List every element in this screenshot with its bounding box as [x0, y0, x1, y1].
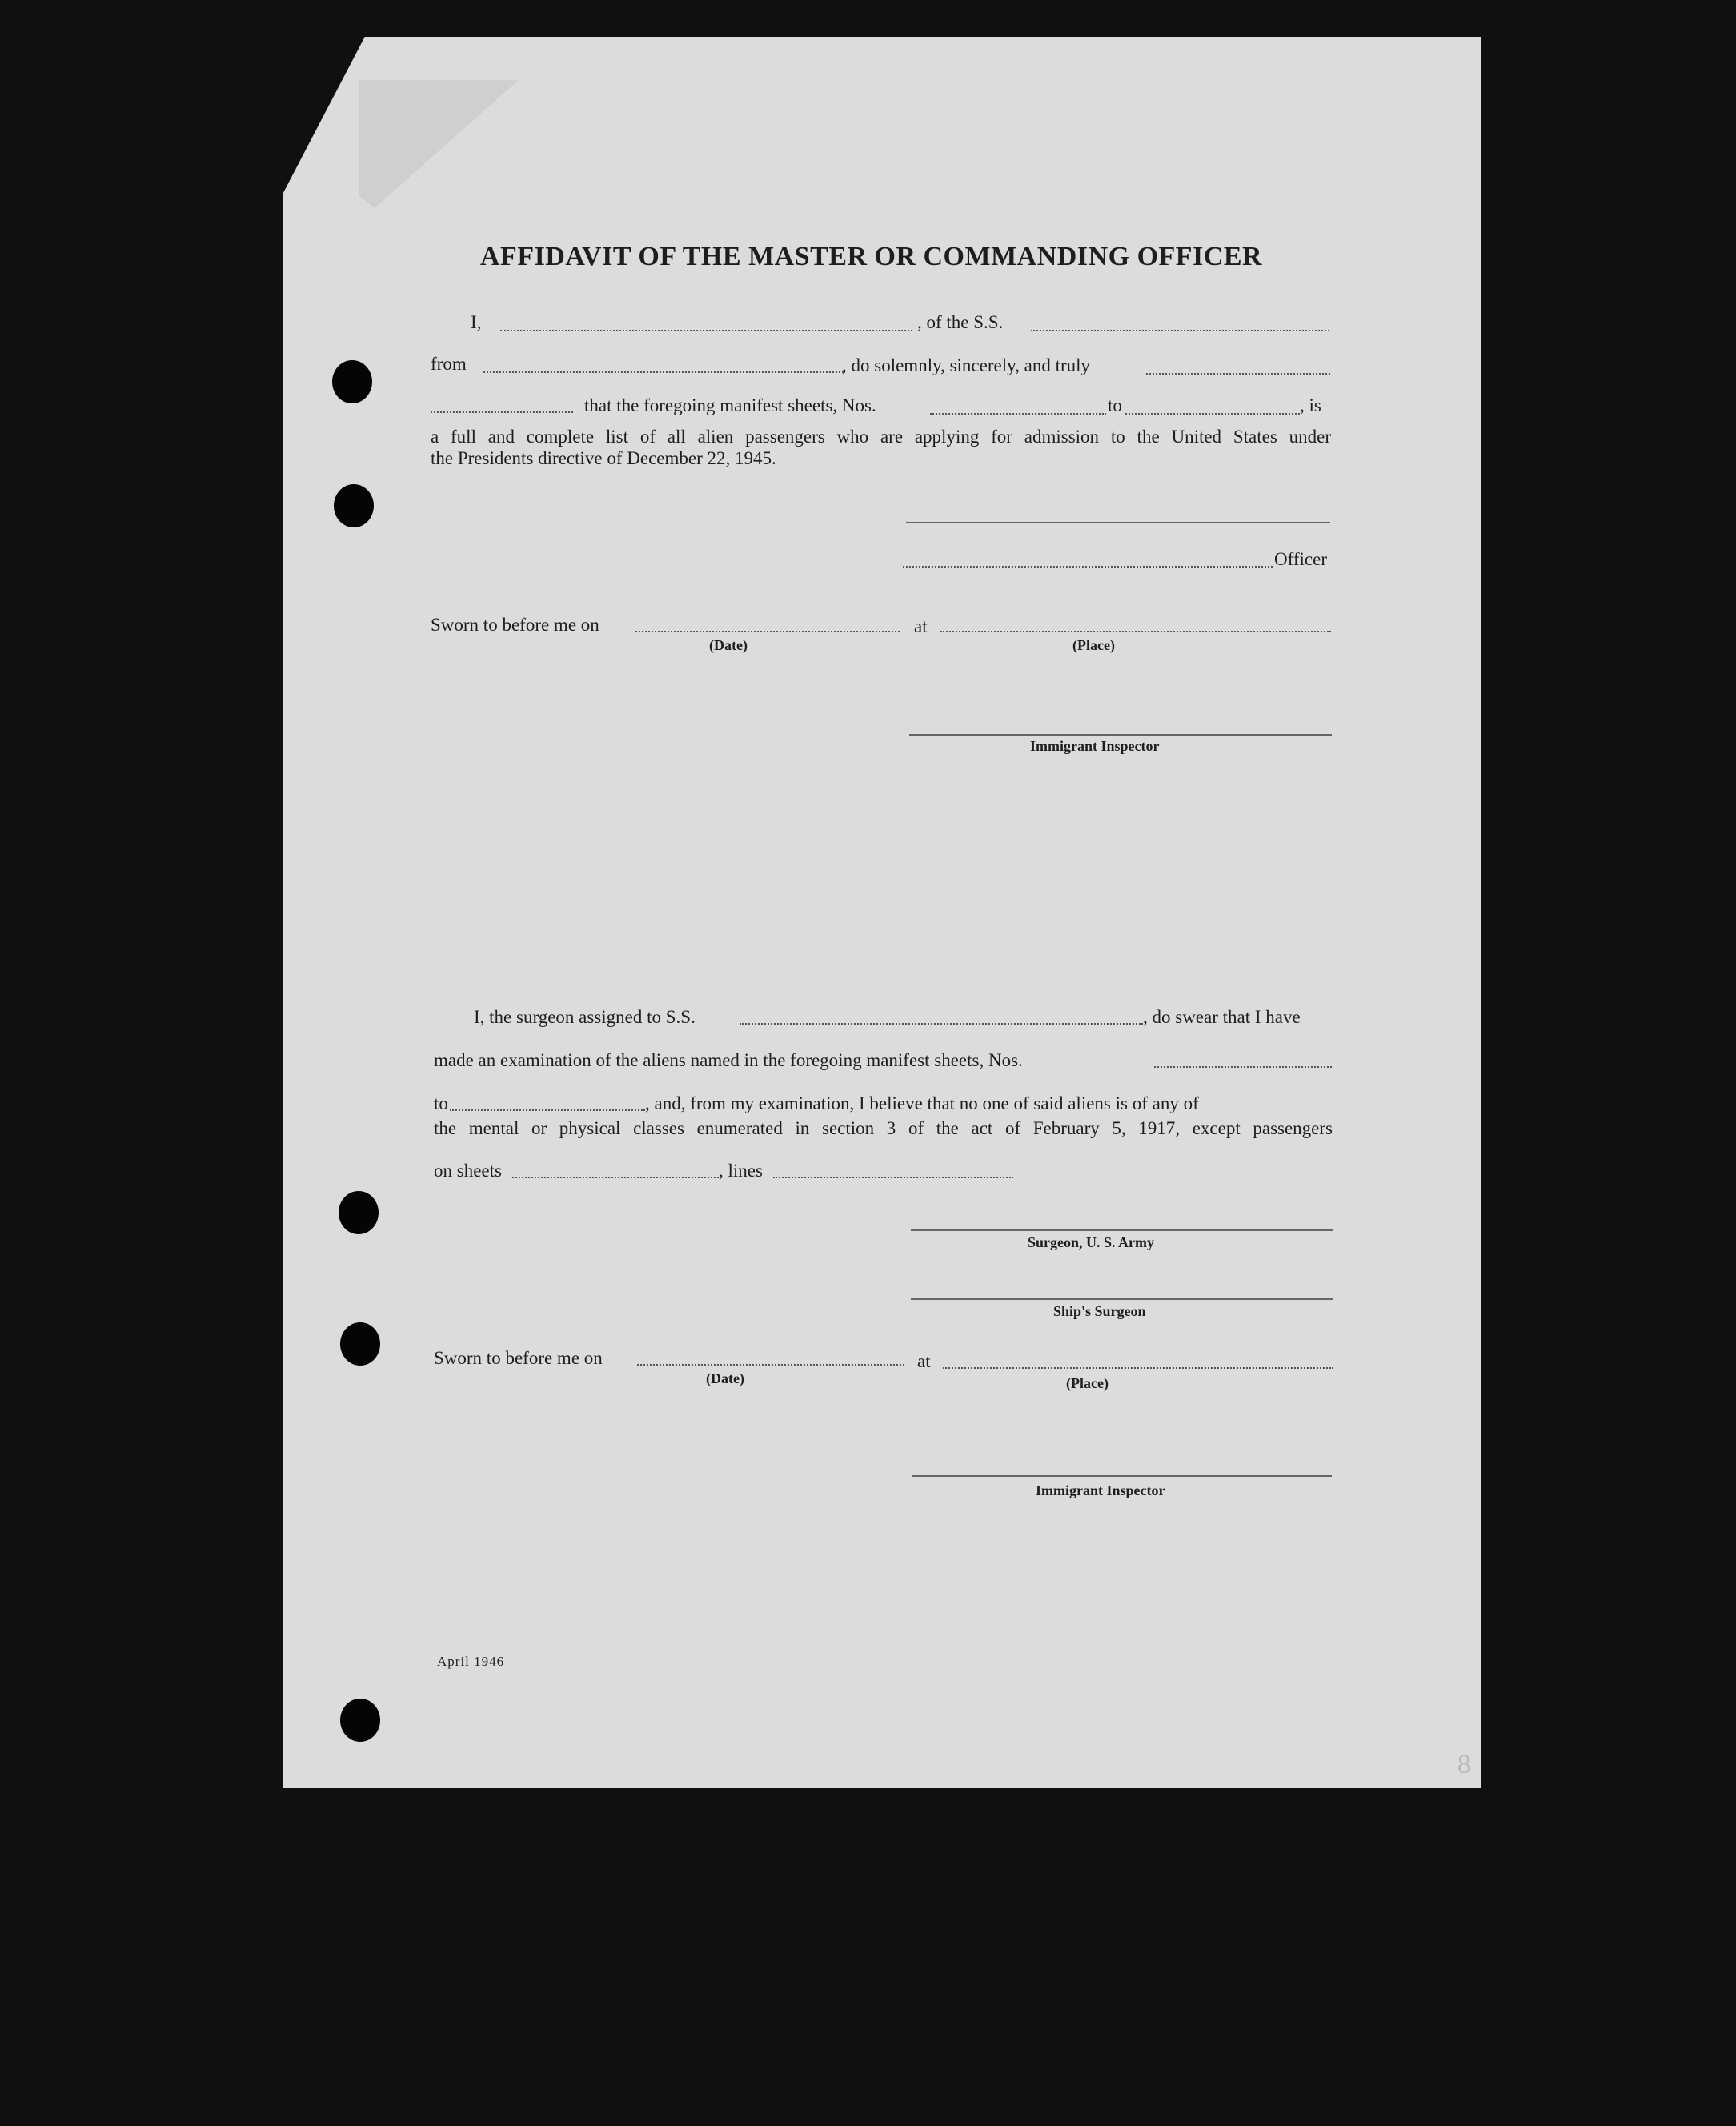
master-oath-blank[interactable] [1146, 373, 1330, 375]
master-line1-mid: , of the S.S. [917, 312, 1004, 332]
surgeon-line2: made an examination of the aliens named in the foregoing manifest sheets, Nos. [434, 1050, 1023, 1070]
master-line1-prefix: I, [471, 312, 482, 332]
master-sheets-to-blank[interactable] [1125, 413, 1300, 415]
surgeon-ship-blank[interactable] [740, 1023, 1143, 1025]
master-line3-mid: that the foregoing manifest sheets, Nos. [584, 395, 876, 415]
officer-signature-line-2[interactable] [903, 566, 1273, 568]
surgeon-lines-blank[interactable] [773, 1177, 1013, 1178]
officer-label: Officer [1274, 549, 1327, 569]
surgeon-sheets-from-blank[interactable] [1154, 1066, 1332, 1068]
master-line2-prefix: from [431, 354, 467, 374]
master-line3-end: , is [1300, 395, 1321, 415]
master-sworn-at: at [914, 616, 928, 636]
army-surgeon-signature-line[interactable] [911, 1229, 1333, 1231]
master-place-caption: (Place) [1072, 637, 1115, 653]
master-name-blank[interactable] [500, 330, 912, 331]
master-sworn-place-blank[interactable] [940, 631, 1331, 632]
officer-signature-line-1[interactable] [906, 522, 1330, 523]
ship-surgeon-signature-line[interactable] [911, 1298, 1333, 1300]
surgeon-line5-prefix: on sheets [434, 1161, 502, 1181]
surgeon-sworn-date-blank[interactable] [637, 1364, 904, 1366]
punch-hole [339, 1191, 379, 1234]
margin-mark: 8 [1457, 1751, 1473, 1779]
master-line3-to: to [1108, 395, 1122, 415]
master-date-caption: (Date) [709, 637, 748, 653]
punch-hole [334, 484, 374, 527]
master-line4: a full and complete list of all alien passengers who are applying for admission to the United States under [431, 427, 1331, 447]
surgeon-inspector-signature-line[interactable] [912, 1475, 1332, 1477]
surgeon-line5-mid: , lines [719, 1161, 763, 1181]
form-date: April 1946 [437, 1654, 505, 1669]
master-sheets-from-blank[interactable] [930, 413, 1106, 415]
affidavit-title: AFFIDAVIT OF THE MASTER OR COMMANDING OFFICER [480, 242, 1263, 271]
surgeon-line1-end: , do swear that I have [1143, 1007, 1301, 1027]
surgeon-place-caption: (Place) [1066, 1375, 1109, 1391]
surgeon-date-caption: (Date) [706, 1370, 744, 1386]
surgeon-line3-rest: , and, from my examination, I believe that no one of said aliens is of any of [645, 1093, 1199, 1113]
surgeon-sworn-at: at [917, 1351, 931, 1371]
punch-hole [340, 1322, 380, 1366]
army-surgeon-label: Surgeon, U. S. Army [1028, 1234, 1155, 1250]
form-page [283, 37, 1481, 1788]
master-inspector-label: Immigrant Inspector [1030, 738, 1160, 754]
master-ship-blank[interactable] [1031, 330, 1329, 331]
surgeon-inspector-label: Immigrant Inspector [1036, 1482, 1165, 1498]
punch-hole [340, 1699, 380, 1742]
surgeon-line3-prefix: to [434, 1093, 448, 1113]
master-sworn-prefix: Sworn to before me on [431, 615, 599, 635]
master-inspector-signature-line[interactable] [909, 734, 1332, 736]
ship-surgeon-label: Ship's Surgeon [1053, 1303, 1146, 1319]
master-oath-blank-2[interactable] [431, 411, 573, 413]
master-line5: the Presidents directive of December 22, 1945. [431, 448, 776, 468]
master-from-blank[interactable] [483, 371, 844, 373]
master-line2-mid: , do solemnly, sincerely, and truly [842, 355, 1091, 375]
master-sworn-date-blank[interactable] [635, 631, 900, 632]
surgeon-sworn-place-blank[interactable] [943, 1367, 1333, 1369]
surgeon-sheets-to-blank[interactable] [450, 1109, 645, 1111]
surgeon-sworn-prefix: Sworn to before me on [434, 1348, 603, 1368]
surgeon-line1-prefix: I, the surgeon assigned to S.S. [474, 1007, 696, 1027]
punch-hole [332, 360, 372, 403]
surgeon-line4: the mental or physical classes enumerated in section 3 of the act of February 5, 1917, except passengers [434, 1118, 1333, 1138]
surgeon-sheets-blank[interactable] [512, 1177, 719, 1178]
